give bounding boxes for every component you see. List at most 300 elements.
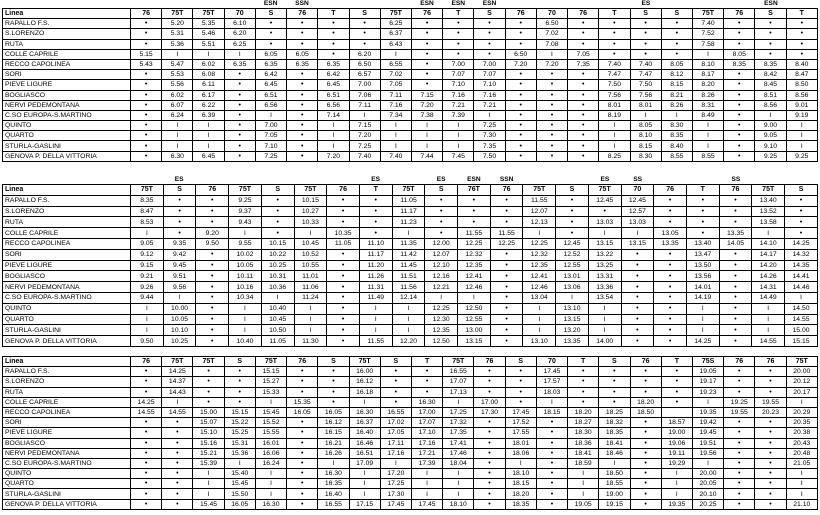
no-service-dot: • [224,151,255,161]
no-service-dot: • [536,131,567,141]
pass-through-mark: I [411,121,442,131]
time-cell: 13.00 [458,325,491,336]
time-cell: 12.25 [458,238,491,249]
time-cell: 5.15 [131,49,162,59]
pass-through-mark: I [786,469,817,479]
no-service-dot: • [724,469,755,479]
no-service-dot: • [131,80,162,90]
time-cell: 12.13 [523,217,556,228]
no-service-dot: • [786,39,817,49]
no-service-dot: • [287,479,318,489]
time-cell: 5.56 [162,80,193,90]
pass-through-mark: I [318,131,349,141]
pass-through-mark: I [162,397,193,407]
time-cell: 18.15 [536,407,567,417]
time-cell: 11.45 [392,260,425,271]
time-cell: 7.05 [255,131,286,141]
time-cell: 8.35 [724,59,755,69]
pass-through-mark: I [755,110,786,120]
no-service-dot: • [536,121,567,131]
time-cell: 7.10 [255,141,286,151]
route-code-header: 75T [349,357,380,367]
no-service-dot: • [724,458,755,468]
time-cell: 20.38 [786,428,817,438]
time-cell: 10.11 [229,271,262,282]
time-cell: 10.45 [261,314,294,325]
day-code-label: ESN [420,0,434,7]
no-service-dot: • [654,325,687,336]
route-code-header: S [255,9,286,19]
time-cell: 20.43 [786,438,817,448]
time-cell: 7.45 [443,151,474,161]
time-cell: 10.31 [261,271,294,282]
station-cell: RAPALLO F.S. [3,19,131,29]
time-cell: 12.55 [458,314,491,325]
pass-through-mark: I [692,49,723,59]
no-service-dot: • [162,469,193,479]
no-service-dot: • [630,438,661,448]
route-code-header: T [443,9,474,19]
time-cell: 12.52 [556,249,589,260]
no-service-dot: • [490,217,523,228]
time-cell: 19.45 [692,428,723,438]
no-service-dot: • [661,397,692,407]
day-code-label: ESN [467,176,481,183]
time-cell: 20.25 [692,499,723,509]
time-cell: 19.15 [599,499,630,509]
route-code-header: 75T [380,9,411,19]
time-cell: 12.07 [523,206,556,217]
station-cell: NERVI PEDEMONTANA [3,100,131,110]
no-service-dot: • [556,217,589,228]
no-service-dot: • [327,325,360,336]
time-cell: 7.11 [349,100,380,110]
pass-through-mark: I [380,121,411,131]
station-row [3,141,818,151]
route-code-header: 75T [255,357,286,367]
no-service-dot: • [724,39,755,49]
route-code-header: 76 [474,357,505,367]
no-service-dot: • [287,458,318,468]
no-service-dot: • [654,303,687,314]
pass-through-mark: I [786,479,817,489]
route-code-header: 76 [568,9,599,19]
pass-through-mark: I [568,469,599,479]
time-cell: 10.25 [163,336,196,347]
route-code-header: T [661,357,692,367]
pass-through-mark: I [255,489,286,499]
time-cell: 11.05 [327,238,360,249]
time-cell: 8.10 [692,59,723,69]
station-cell: RECCO CAPOLINEA [3,238,131,249]
no-service-dot: • [196,303,229,314]
time-cell: 6.56 [318,100,349,110]
no-service-dot: • [755,489,786,499]
pass-through-mark: I [224,458,255,468]
time-cell: 15.45 [193,499,224,509]
day-code-label-empty [392,176,425,184]
time-cell: 9.35 [163,238,196,249]
day-code-label-empty [687,176,720,184]
time-cell: 18.20 [505,489,536,499]
no-service-dot: • [536,458,567,468]
route-code-header: 75T [392,185,425,196]
no-service-dot: • [505,377,536,387]
time-cell: 17.21 [411,448,442,458]
no-service-dot: • [755,479,786,489]
time-cell: 12.41 [458,271,491,282]
route-code-header: 76 [131,9,162,19]
route-code-header: S [425,185,458,196]
pass-through-mark: I [131,228,164,239]
no-service-dot: • [599,29,630,39]
time-cell: 18.25 [599,407,630,417]
station-cell: COLLE CAPRILE [3,49,131,59]
no-service-dot: • [686,228,719,239]
pass-through-mark: I [131,303,164,314]
no-service-dot: • [599,39,630,49]
no-service-dot: • [224,367,255,377]
no-service-dot: • [224,70,255,80]
time-cell: 15.45 [224,479,255,489]
no-service-dot: • [318,397,349,407]
route-code-header: S [755,9,786,19]
time-cell: 9.21 [131,271,164,282]
linea-header: Linea [3,9,131,19]
no-service-dot: • [654,206,687,217]
station-cell: NERVI PEDEMONTANA [3,282,131,293]
no-service-dot: • [505,70,536,80]
no-service-dot: • [196,271,229,282]
time-cell: 7.58 [692,39,723,49]
no-service-dot: • [724,100,755,110]
station-row [3,29,818,39]
time-cell: 13.01 [556,271,589,282]
no-service-dot: • [224,90,255,100]
no-service-dot: • [380,377,411,387]
day-code-label-spacer [2,176,130,184]
no-service-dot: • [661,19,692,29]
no-service-dot: • [196,292,229,303]
station-cell: GENOVA P. DELLA VITTORIA [3,336,131,347]
no-service-dot: • [661,377,692,387]
pass-through-mark: I [692,121,723,131]
no-service-dot: • [621,314,654,325]
time-cell: 11.24 [294,292,327,303]
no-service-dot: • [287,70,318,80]
no-service-dot: • [568,39,599,49]
no-service-dot: • [327,303,360,314]
no-service-dot: • [568,387,599,397]
route-code-header: 75S [692,357,723,367]
empty-cell [661,407,692,417]
no-service-dot: • [287,428,318,438]
no-service-dot: • [474,469,505,479]
time-cell: 15.22 [224,418,255,428]
time-cell: 13.35 [654,238,687,249]
time-cell: 20.00 [692,469,723,479]
no-service-dot: • [261,217,294,228]
time-cell: 7.25 [474,121,505,131]
pass-through-mark: I [599,131,630,141]
no-service-dot: • [131,377,162,387]
time-cell: 18.41 [568,448,599,458]
day-code-label: ES [371,176,381,183]
no-service-dot: • [786,19,817,29]
time-cell: 17.20 [380,469,411,479]
time-cell: 12.35 [425,325,458,336]
time-cell: 19.25 [724,397,755,407]
no-service-dot: • [318,19,349,29]
pass-through-mark: I [630,110,661,120]
time-cell: 17.30 [474,407,505,417]
no-service-dot: • [131,367,162,377]
no-service-dot: • [588,206,621,217]
no-service-dot: • [224,121,255,131]
route-code-header: S [556,185,589,196]
time-cell: 16.05 [287,407,318,417]
time-cell: 16.55 [443,367,474,377]
time-cell: 21.10 [786,499,817,509]
time-cell: 5.47 [162,59,193,69]
pass-through-mark: I [443,479,474,489]
station-row [3,282,818,293]
time-cell: 20.00 [786,367,817,377]
time-cell: 16.06 [255,448,286,458]
pass-through-mark: I [392,228,425,239]
station-row [3,479,818,489]
no-service-dot: • [536,428,567,438]
no-service-dot: • [568,80,599,90]
no-service-dot: • [755,367,786,377]
time-cell: 13.20 [556,325,589,336]
no-service-dot: • [568,100,599,110]
route-code-header: S [224,357,255,367]
time-cell: 8.53 [131,217,164,228]
day-code-label-empty [599,0,630,8]
station-cell: RUTA [3,39,131,49]
time-cell: 16.55 [380,407,411,417]
time-cell: 6.07 [162,100,193,110]
time-cell: 12.25 [425,303,458,314]
time-cell: 7.16 [474,90,505,100]
no-service-dot: • [261,228,294,239]
time-cell: 12.50 [425,336,458,347]
station-row [3,314,818,325]
pass-through-mark: I [588,314,621,325]
no-service-dot: • [261,195,294,206]
time-cell: 13.40 [686,238,719,249]
no-service-dot: • [474,489,505,499]
time-cell: 18.57 [661,418,692,428]
time-cell: 8.15 [661,80,692,90]
time-cell: 7.40 [630,59,661,69]
no-service-dot: • [719,336,752,347]
no-service-dot: • [724,428,755,438]
no-service-dot: • [162,438,193,448]
no-service-dot: • [536,151,567,161]
header-row [3,9,818,19]
no-service-dot: • [630,377,661,387]
no-service-dot: • [630,29,661,39]
no-service-dot: • [661,367,692,377]
time-cell: 7.30 [474,131,505,141]
no-service-dot: • [196,249,229,260]
time-cell: 17.00 [411,407,442,417]
day-code-label-empty [196,176,229,184]
time-cell: 10.36 [261,282,294,293]
no-service-dot: • [411,49,442,59]
time-cell: 9.10 [755,141,786,151]
no-service-dot: • [755,499,786,509]
no-service-dot: • [630,19,661,29]
no-service-dot: • [505,110,536,120]
route-code-header: 70 [536,357,567,367]
time-cell: 13.15 [458,336,491,347]
timetable-midday-grid [2,184,818,347]
no-service-dot: • [425,228,458,239]
time-cell: 12.35 [458,260,491,271]
time-cell: 16.37 [349,418,380,428]
time-cell: 14.10 [752,238,785,249]
no-service-dot: • [162,499,193,509]
pass-through-mark: I [599,141,630,151]
time-cell: 13.06 [556,282,589,293]
no-service-dot: • [599,397,630,407]
no-service-dot: • [505,397,536,407]
time-cell: 7.08 [536,39,567,49]
station-row [3,100,818,110]
time-cell: 7.25 [349,141,380,151]
time-cell: 14.35 [785,260,818,271]
no-service-dot: • [536,110,567,120]
time-cell: 7.21 [474,100,505,110]
time-cell: 13.05 [654,228,687,239]
time-cell: 14.46 [785,282,818,293]
station-cell: SORI [3,418,131,428]
route-code-header: 75T [692,9,723,19]
no-service-dot: • [568,151,599,161]
no-service-dot: • [131,469,162,479]
time-cell: 15.55 [255,428,286,438]
time-cell: 19.00 [599,489,630,499]
time-cell: 5.46 [193,29,224,39]
no-service-dot: • [724,141,755,151]
time-cell: 11.49 [359,292,392,303]
time-cell: 12.07 [425,249,458,260]
time-cell: 9.45 [163,260,196,271]
pass-through-mark: I [556,292,589,303]
no-service-dot: • [621,282,654,293]
no-service-dot: • [724,479,755,489]
route-code-header: S [380,357,411,367]
pass-through-mark: I [411,489,442,499]
day-code-label-empty [294,176,327,184]
no-service-dot: • [536,418,567,428]
station-cell: S.LORENZO [3,29,131,39]
no-service-dot: • [490,282,523,293]
no-service-dot: • [686,195,719,206]
no-service-dot: • [474,19,505,29]
time-cell: 9.51 [163,271,196,282]
no-service-dot: • [630,367,661,377]
time-cell: 10.02 [229,249,262,260]
pass-through-mark: I [318,121,349,131]
time-cell: 18.20 [630,397,661,407]
no-service-dot: • [785,195,818,206]
time-cell: 13.35 [719,228,752,239]
station-row [3,228,818,239]
no-service-dot: • [287,80,318,90]
no-service-dot: • [287,387,318,397]
time-cell: 12.30 [425,314,458,325]
time-cell: 6.50 [349,59,380,69]
time-cell: 18.41 [599,438,630,448]
time-cell: 8.56 [755,100,786,110]
no-service-dot: • [505,367,536,377]
time-cell: 9.01 [786,100,817,110]
time-cell: 6.42 [318,70,349,80]
time-cell: 13.52 [752,206,785,217]
time-cell: 11.31 [359,282,392,293]
route-code-header: 76 [490,185,523,196]
time-cell: 15.25 [224,428,255,438]
time-cell: 17.05 [380,428,411,438]
no-service-dot: • [490,314,523,325]
time-cell: 13.22 [588,249,621,260]
no-service-dot: • [131,499,162,509]
time-cell: 16.01 [255,438,286,448]
time-cell: 14.43 [162,387,193,397]
pass-through-mark: I [692,397,723,407]
time-cell: 14.26 [752,271,785,282]
header-row [3,357,818,367]
time-cell: 19.55 [724,407,755,417]
pass-through-mark: I [523,228,556,239]
time-cell: 18.30 [568,428,599,438]
time-cell: 16.15 [318,428,349,438]
pass-through-mark: I [523,314,556,325]
no-service-dot: • [490,292,523,303]
no-service-dot: • [724,151,755,161]
no-service-dot: • [380,387,411,397]
no-service-dot: • [162,418,193,428]
no-service-dot: • [287,100,318,110]
station-row [3,458,818,468]
route-code-header: 75T [786,357,817,367]
time-cell: 19.05 [568,499,599,509]
time-cell: 11.17 [392,206,425,217]
station-cell: RECCO CAPOLINEA [3,59,131,69]
no-service-dot: • [490,271,523,282]
no-service-dot: • [162,479,193,489]
no-service-dot: • [568,121,599,131]
pass-through-mark: I [229,314,262,325]
day-code-label: SS [633,176,643,183]
pass-through-mark: I [411,131,442,141]
route-code-header: 76 [755,357,786,367]
time-cell: 13.31 [588,271,621,282]
no-service-dot: • [719,325,752,336]
no-service-dot: • [131,438,162,448]
pass-through-mark: I [359,314,392,325]
route-code-header: 76 [131,357,162,367]
time-cell: 15.07 [193,418,224,428]
time-cell: 6.50 [505,49,536,59]
time-cell: 7.07 [474,70,505,80]
pass-through-mark: I [193,141,224,151]
no-service-dot: • [785,206,818,217]
